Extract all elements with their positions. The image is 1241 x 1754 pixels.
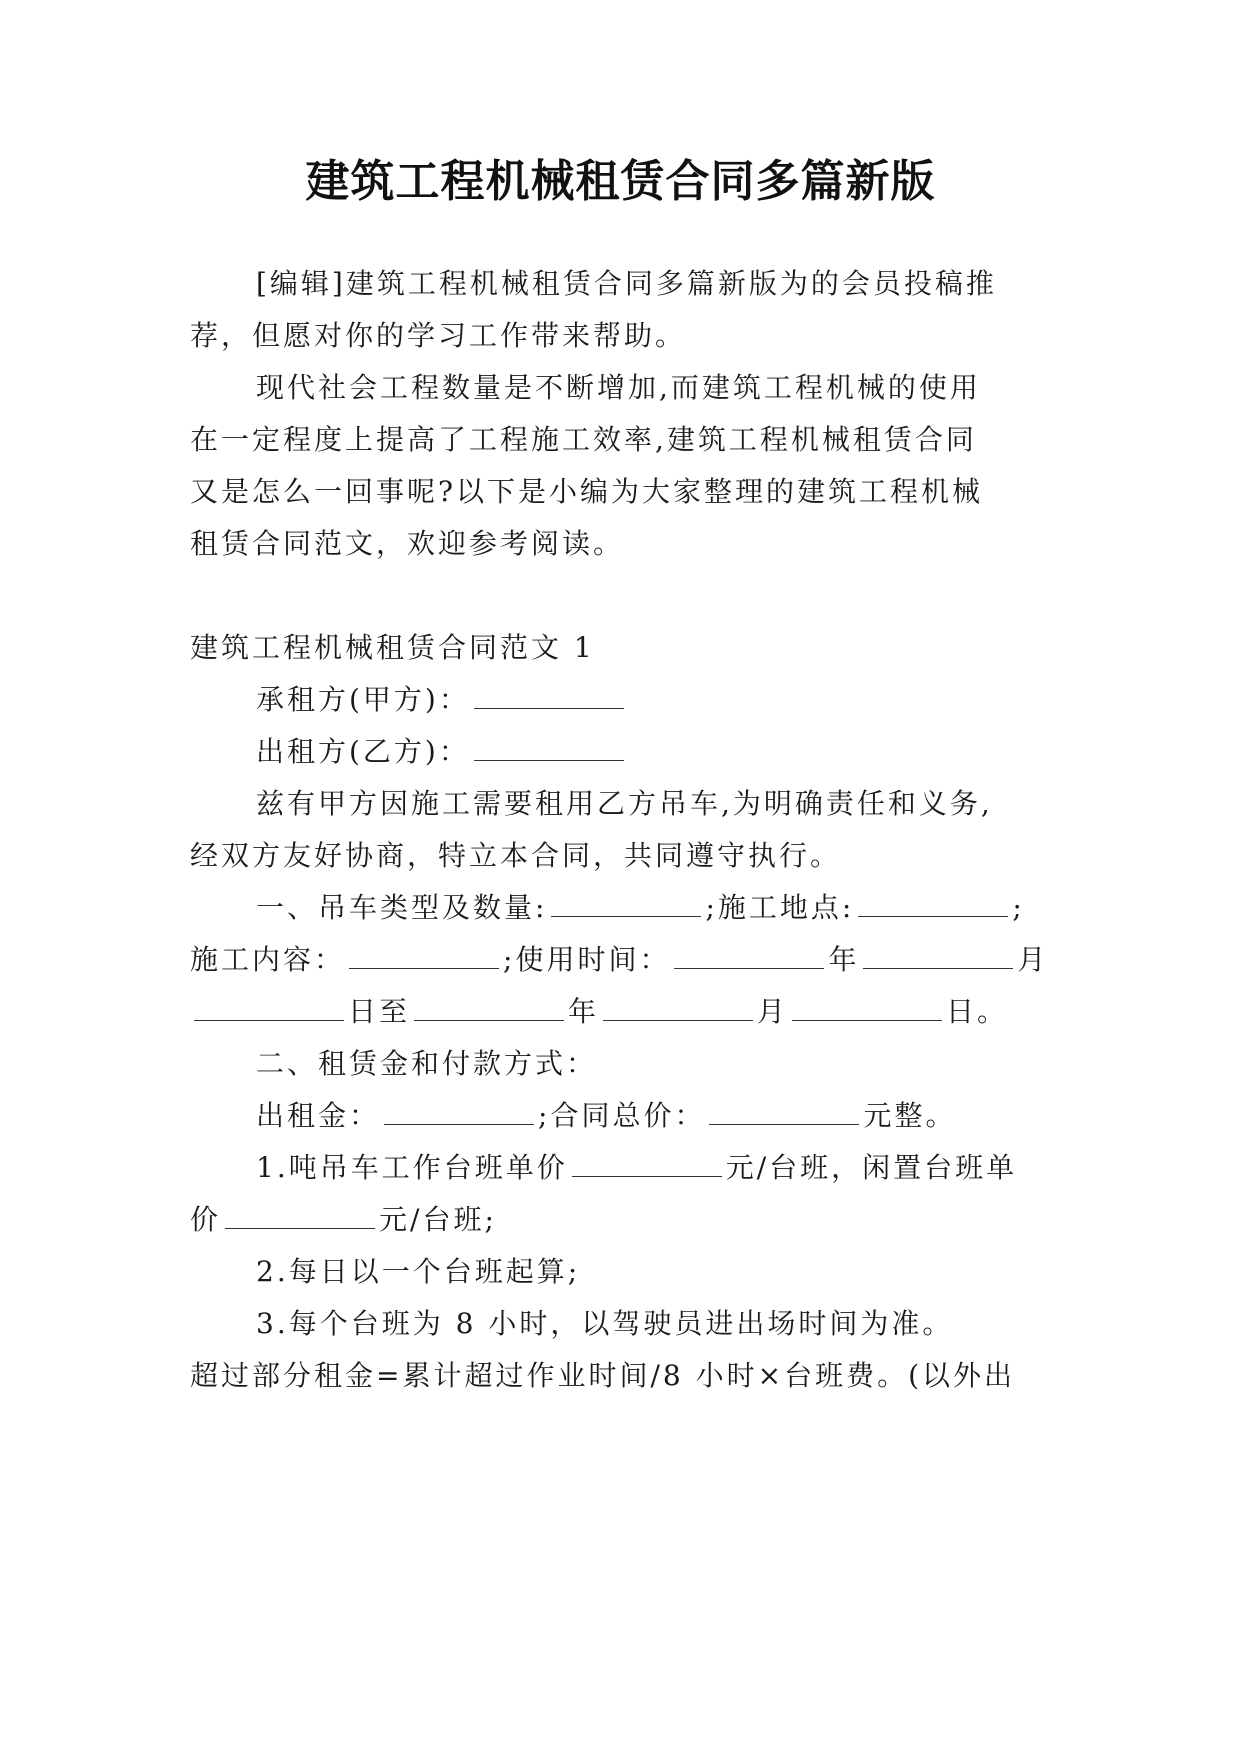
- clause1-month-label: 月: [1017, 943, 1049, 976]
- lessee-label: 承租方(甲方)：: [256, 683, 470, 716]
- overtime-line: 超过部分租金=累计超过作业时间/8 小时×台班费。(以外出: [190, 1359, 1015, 1392]
- clause1-end-day-label: 日。: [946, 995, 1009, 1028]
- work-price-blank: [572, 1150, 722, 1177]
- end-year-blank: [414, 994, 564, 1021]
- item1-work-price-label: 1.吨吊车工作台班单价: [256, 1151, 568, 1184]
- item1-idle-label: 元/台班，闲置台班单: [725, 1151, 1018, 1184]
- clause1-end-month-label: 月: [757, 995, 789, 1028]
- item1-price-label: 价: [190, 1203, 222, 1236]
- end-month-blank: [603, 994, 753, 1021]
- para1-line-2: 在一定程度上提高了工程施工效率,建筑工程机械租赁合同: [190, 423, 977, 456]
- clause1-site-label: ;施工地点:: [705, 891, 855, 924]
- clause1-end-year-label: 年: [568, 995, 600, 1028]
- content-blank: [349, 942, 499, 969]
- clause1-content-label: 施工内容：: [190, 943, 346, 976]
- lessor-blank: [474, 734, 624, 761]
- intro-line-1: [编辑]建筑工程机械租赁合同多篇新版为的会员投稿推: [256, 267, 997, 300]
- yuan-label: 元整。: [863, 1099, 957, 1132]
- site-blank: [858, 890, 1008, 917]
- rent-blank: [384, 1098, 534, 1125]
- start-day-blank: [194, 994, 344, 1021]
- clause1-line-2: [190, 940, 1060, 980]
- clause1-dayto-label: 日至: [348, 995, 411, 1028]
- para1-line-1: 现代社会工程数量是不断增加,而建筑工程机械的使用: [256, 371, 981, 404]
- item1-unit-label: 元/台班;: [379, 1203, 497, 1236]
- end-day-blank: [792, 994, 942, 1021]
- intro-line-2: 荐，但愿对你的学习工作带来帮助。: [190, 319, 687, 352]
- clause1-semicolon: ;: [1012, 891, 1025, 924]
- start-year-blank: [674, 942, 824, 969]
- start-month-blank: [863, 942, 1013, 969]
- clause1-line-1: [256, 888, 1060, 928]
- lessee-line: [256, 680, 1060, 720]
- rent-line: [256, 1096, 1060, 1136]
- section-heading: 建筑工程机械租赁合同范文 1: [190, 631, 595, 664]
- item3-line: 3.每个台班为 8 小时，以驾驶员进出场时间为准。: [256, 1307, 954, 1340]
- clause1-type-label: 一、吊车类型及数量:: [256, 891, 548, 924]
- preamble-line-1: 兹有甲方因施工需要租用乙方吊车,为明确责任和义务,: [256, 787, 993, 820]
- lessor-line: [256, 732, 1060, 772]
- clause1-line-3: [190, 992, 1060, 1032]
- preamble-line-2: 经双方友好协商，特立本合同，共同遵守执行。: [190, 839, 842, 872]
- item2-line: 2.每日以一个台班起算;: [256, 1255, 581, 1288]
- rent-label: 出租金：: [256, 1099, 381, 1132]
- lessee-blank: [474, 682, 624, 709]
- clause1-year-label: 年: [828, 943, 860, 976]
- idle-price-blank: [225, 1202, 375, 1229]
- para1-line-4: 租赁合同范文，欢迎参考阅读。: [190, 527, 625, 560]
- document-title: 建筑工程机械租赁合同多篇新版: [305, 156, 936, 207]
- crane-type-blank: [551, 890, 701, 917]
- item1-line-1: [256, 1148, 1060, 1188]
- para1-line-3: 又是怎么一回事呢?以下是小编为大家整理的建筑工程机械: [190, 475, 984, 508]
- clause2-heading: 二、租赁金和付款方式：: [256, 1047, 598, 1080]
- total-price-label: ;合同总价：: [538, 1099, 706, 1132]
- clause1-time-label: ;使用时间：: [503, 943, 671, 976]
- total-price-blank: [709, 1098, 859, 1125]
- lessor-label: 出租方(乙方)：: [256, 735, 470, 768]
- item1-line-2: [190, 1200, 1060, 1240]
